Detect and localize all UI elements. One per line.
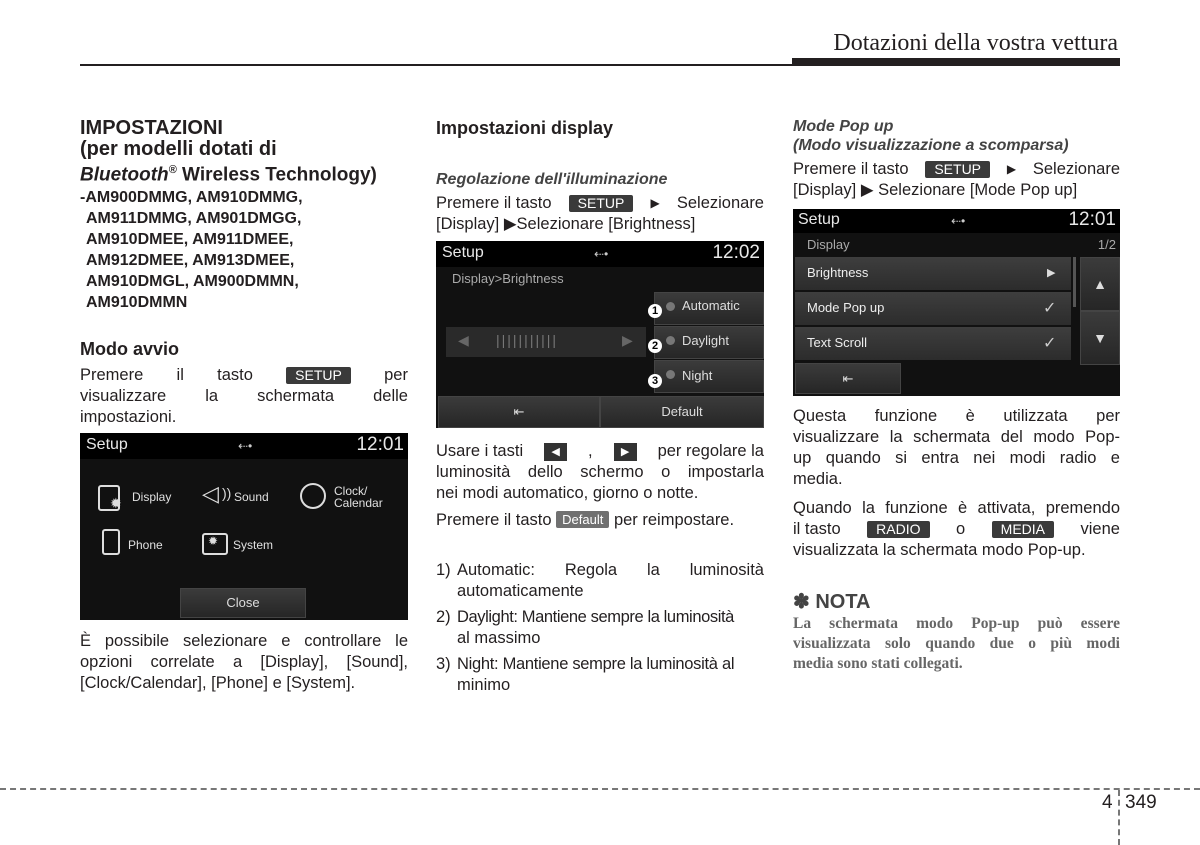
text-line: [Display] ▶ Selezionare [Mode Pop up] — [793, 181, 1078, 199]
text-line: media. — [793, 470, 843, 488]
scroll-up-icon: ▲ — [1080, 257, 1120, 311]
default-key-label: Default — [556, 511, 609, 528]
chapter-number: 4 — [1102, 792, 1113, 813]
media-key-label: MEDIA — [992, 521, 1054, 538]
header-bar — [792, 58, 1120, 66]
text: Premere il tasto — [436, 194, 552, 212]
callout-number: 3 — [648, 374, 662, 388]
scroll-down-icon: ▼ — [1080, 311, 1120, 365]
option-label: Automatic — [682, 298, 740, 313]
text: Premere il tasto — [793, 160, 909, 178]
list-number: 2) — [436, 608, 451, 626]
text-line: La schermata modo Pop-up può essere — [793, 615, 1120, 632]
word: visualizzare — [80, 387, 167, 405]
text-line: Quando la funzione è attivata, premendo — [793, 499, 1120, 517]
modo-avvio-heading: Modo avvio — [80, 339, 180, 359]
arrow-right-icon: ▶ — [1047, 267, 1056, 279]
option-label: Daylight — [682, 333, 729, 348]
screen-path: Display>Brightness — [452, 271, 564, 286]
list-line — [436, 654, 764, 675]
text: Premere il tasto — [436, 511, 552, 529]
list-text: minimo — [457, 676, 511, 694]
page-number: 349 — [1125, 792, 1157, 813]
text-line: luminosità dello schermo o impostarla — [436, 463, 764, 481]
list-text: Automatic: Regola la luminosità — [457, 561, 764, 579]
text-line: [Display] ▶Selezionare [Brightness] — [436, 215, 696, 233]
text-line: È possibile selezionare e controllare le — [80, 632, 408, 650]
text-line: [Clock/Calendar], [Phone] e [System]. — [80, 674, 356, 692]
text-line — [793, 519, 1120, 540]
menu-sound: Sound — [234, 490, 269, 504]
decrease-icon: ◀ — [458, 332, 469, 348]
slider-ticks: ||||||||||| — [496, 332, 559, 348]
speaker-icon: ◁ — [202, 481, 219, 506]
modo-avvio-paragraph — [80, 365, 408, 428]
usb-icon: ⇠• — [951, 214, 966, 228]
setup-key-label: SETUP — [286, 367, 351, 384]
menu-calendar: Calendar — [334, 496, 383, 510]
word: il — [176, 366, 184, 384]
scrollbar — [1073, 257, 1076, 307]
text-line — [436, 441, 764, 462]
model-list — [80, 187, 410, 313]
text-line: visualizzata la schermata modo Pop-up. — [793, 541, 1086, 559]
radio-icon — [666, 302, 675, 311]
page-indicator: 1/2 — [1097, 237, 1116, 252]
list-line — [436, 560, 764, 581]
model-line: AM911DMMG, AM901DMGG, — [86, 210, 302, 227]
word: la — [205, 387, 219, 405]
default-button: Default — [600, 396, 764, 428]
list-text: al massimo — [457, 629, 541, 647]
text-line: visualizzare la schermata del modo Pop- — [793, 428, 1120, 446]
word: schermata — [257, 387, 335, 405]
menu-clock: Clock/ — [334, 484, 368, 498]
model-line: AM910DMEE, AM911DMEE, — [86, 231, 294, 248]
arrow-right-icon: ▶ — [650, 196, 660, 210]
col2-paragraph-3 — [436, 510, 764, 531]
heading-line-2: (per modelli dotati di — [80, 138, 277, 160]
menu-phone: Phone — [128, 538, 163, 552]
screen-time: 12:02 — [712, 242, 760, 263]
sound-waves-icon: )) — [222, 485, 232, 501]
check-icon: ✓ — [1043, 300, 1057, 317]
gear-icon: ✹ — [110, 495, 122, 511]
footer-divider — [1118, 790, 1120, 845]
text-line: up quando si entra nei modi radio e — [793, 449, 1120, 467]
text-line — [436, 193, 764, 214]
text: Selezionare — [1032, 160, 1120, 178]
right-key-icon: ▶ — [614, 443, 637, 461]
screen-subtitle: Display — [807, 237, 850, 252]
list-text: automaticamente — [457, 582, 584, 600]
menu-system: System — [233, 538, 274, 552]
word: delle — [373, 387, 408, 405]
text-line — [793, 159, 1120, 180]
clock-icon — [300, 483, 326, 509]
text: il tasto — [793, 520, 841, 538]
brightness-subheading: Regolazione dell'illuminazione — [436, 171, 668, 188]
radio-key-label: RADIO — [867, 521, 929, 538]
text-line: visualizzata solo quando due o più modi — [793, 635, 1120, 652]
col2-instructions — [436, 193, 764, 235]
menu-display: Display — [132, 490, 172, 504]
model-line: AM910DMMN — [86, 294, 188, 311]
col3-paragraph-2 — [793, 406, 1120, 490]
setup-key-label: SETUP — [569, 195, 634, 212]
text-line: impostazioni. — [80, 408, 177, 426]
text: Selezionare — [676, 194, 764, 212]
radio-icon — [666, 336, 675, 345]
text: per regolare la — [657, 442, 764, 460]
setup-key-label: SETUP — [925, 161, 990, 178]
text-line — [80, 386, 408, 407]
text: Usare i tasti — [436, 442, 524, 460]
option-label: Night — [682, 368, 713, 383]
note-heading: ✽ NOTA — [793, 591, 871, 613]
row-label: Mode Pop up — [807, 300, 885, 315]
list-line — [436, 607, 764, 628]
note-text — [793, 614, 1120, 674]
col3-instructions — [793, 159, 1120, 201]
running-header: Dotazioni della vostra vettura — [833, 30, 1118, 56]
list-number: 3) — [436, 655, 451, 673]
word: Premere — [80, 366, 144, 384]
back-icon: ⇤ — [438, 396, 600, 428]
increase-icon: ▶ — [622, 332, 633, 348]
radio-icon — [666, 370, 675, 379]
col2-paragraph-2 — [436, 441, 764, 504]
system-gear-icon: ✹ — [208, 534, 219, 548]
bluetooth-word: Bluetooth — [80, 164, 169, 186]
word: tasto — [217, 366, 253, 384]
display-settings-heading: Impostazioni display — [436, 118, 614, 138]
model-line: -AM900DMMG, AM910DMMG, — [80, 189, 303, 206]
heading-line-1: IMPOSTAZIONI — [80, 117, 223, 139]
mode-popup-subheading-2: (Modo visualizzazione a scomparsa) — [793, 137, 1069, 154]
text-line — [80, 365, 408, 386]
usb-icon: ⇠• — [594, 247, 609, 261]
screen-title: Setup — [86, 436, 128, 453]
text: viene — [1080, 520, 1120, 538]
heading-line-3 — [80, 160, 410, 185]
close-button: Close — [180, 588, 306, 618]
mode-popup-subheading: Mode Pop up — [793, 118, 894, 135]
text: o — [956, 520, 966, 538]
usb-icon: ⇠• — [238, 439, 253, 453]
back-icon: ⇤ — [795, 363, 901, 394]
options-list — [436, 560, 764, 696]
header-rule — [80, 64, 792, 66]
col1-paragraph-2 — [80, 631, 408, 694]
text-line: Questa funzione è utilizzata per — [793, 407, 1120, 425]
setup-screen-figure — [80, 433, 408, 620]
text-line: media sono stati collegati. — [793, 655, 963, 672]
list-number: 1) — [436, 561, 451, 579]
screen-title: Setup — [798, 211, 840, 228]
model-line: AM912DMEE, AM913DMEE, — [86, 252, 295, 269]
screen-time: 12:01 — [356, 434, 404, 455]
registered-mark: ® — [168, 164, 177, 176]
list-item — [436, 560, 764, 602]
model-line: AM910DMGL, AM900DMMN, — [86, 273, 299, 290]
word: per — [384, 366, 408, 384]
text: per reimpostare. — [613, 511, 735, 529]
list-text: Night: Mantiene sempre la luminosità al — [457, 655, 735, 673]
callout-number: 2 — [648, 339, 662, 353]
text: , — [588, 442, 593, 460]
screen-title: Setup — [442, 244, 484, 261]
list-item — [436, 607, 764, 649]
text-line: opzioni correlate a [Display], [Sound], — [80, 653, 408, 671]
text-line: nei modi automatico, giorno o notte. — [436, 484, 699, 502]
section-heading — [80, 118, 410, 185]
callout-number: 1 — [648, 304, 662, 318]
check-icon: ✓ — [1043, 335, 1057, 352]
row-label: Brightness — [807, 265, 869, 280]
left-key-icon: ◀ — [544, 443, 567, 461]
arrow-right-icon: ▶ — [1006, 162, 1017, 176]
mode-popup-screen-figure — [793, 209, 1120, 396]
row-label: Text Scroll — [807, 335, 867, 350]
footer-dashed-line — [0, 788, 1200, 790]
screen-time: 12:01 — [1068, 209, 1116, 230]
list-text: Daylight: Mantiene sempre la luminosità — [457, 608, 734, 626]
phone-icon — [102, 529, 120, 555]
list-item — [436, 654, 764, 696]
col3-paragraph-3 — [793, 498, 1120, 561]
wireless-technology: Wireless Technology) — [182, 164, 377, 186]
brightness-screen-figure — [436, 241, 764, 428]
